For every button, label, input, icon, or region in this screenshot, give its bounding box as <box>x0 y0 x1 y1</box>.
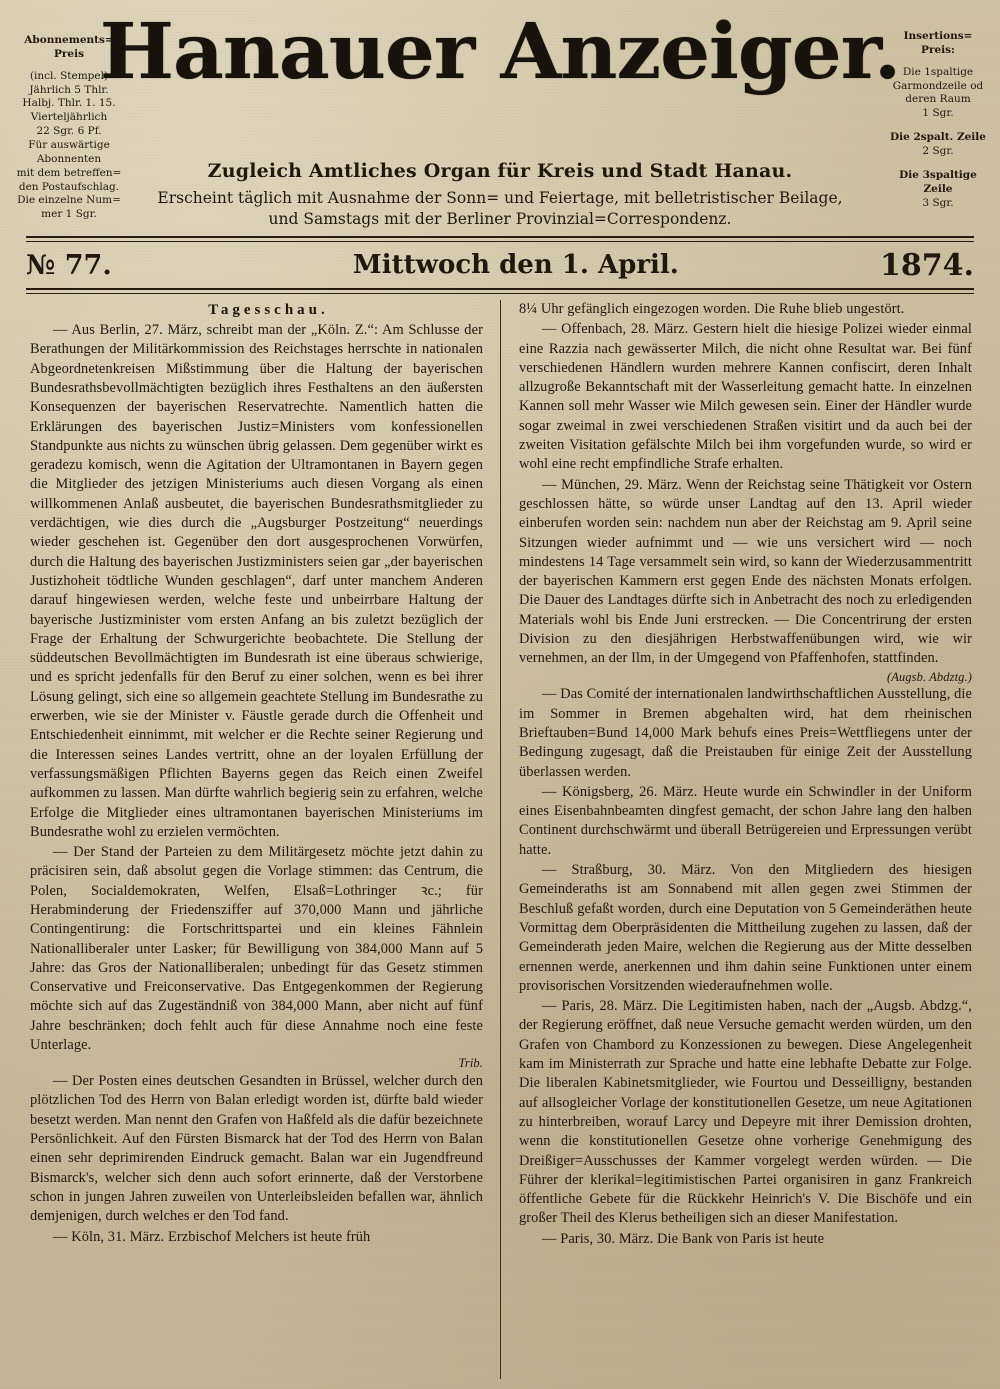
section-heading-tagesschau: Tagesschau. <box>208 302 329 318</box>
insertion-line-2: Garmondzeile od <box>892 79 984 92</box>
subscription-line-9: den Postaufschlag. <box>18 180 120 193</box>
issue-number: № 77. <box>26 249 112 281</box>
insertion-heading-2: Preis: <box>921 43 955 56</box>
masthead-publication-note <box>120 188 880 230</box>
masthead-divider-bottom <box>26 288 974 294</box>
article-columns <box>30 300 972 1379</box>
subscription-line-3: Halbj. Thlr. 1. 15. <box>22 97 116 110</box>
column-left <box>30 300 501 1379</box>
publication-note-line-2: und Samstags mit der Berliner Provinzial=Correspondenz. <box>268 209 732 228</box>
insertion-heading-1: Insertions= <box>903 30 973 42</box>
masthead <box>0 0 1000 232</box>
subscription-line-6: Für auswärtige <box>28 139 110 152</box>
article-paragraph: — Paris, 30. März. Die Bank von Paris ist heute <box>542 1230 825 1247</box>
insertion-line-3: deren Raum <box>905 93 971 106</box>
insertion-line-4: 1 Sgr. <box>922 107 954 120</box>
article-paragraph: — Der Stand der Parteien zu dem Militärgesetz möchte jetzt dahin zu präcisiren sein, daß absolut gegen die Vorlage stimmen: das Centrum, die Polen, Socialdemokraten, Welfen, Elsaß=Lothringer ꝛc.; für Herabminderung der Friedensziffer auf 370,000 Mann und jährliche Contingentirung: die Fortschrittspartei und ein kleines Fähnlein Nationalliberaler unter Lasker; für Bewilligung von 384,000 Mann auf 5 Jahre: das Gros der Nationalliberalen; unbedingt für das Gesetz stimmen Conservative und Freiconservative. Das Entgegenkommen der Regierung möchte sich auf das Zugeständniß von 384,000 Mann, aber nicht auf fünf Jahre beschränken; doch fehlt auch für diese Annahme noch eine feste Unterlage. <box>30 844 483 1054</box>
page-title: Hanauer Anzeiger. <box>99 7 901 97</box>
article-paragraph: — Offenbach, 28. März. Gestern hielt die hiesige Polizei wieder einmal eine Razzia nach gewässerter Milch, die nicht ohne Resultat war. Bei fünf verschiedenen Händlern wurden mehrere Kannen confiscirt, deren Inhalt allzugroße Bekanntschaft mit der Wasserleitung gemacht hatte. In einzelnen Kannen soll mehr Wasser wie Milch gewesen sein. Einer der Händler wurde sogar zweimal in zwei verschiedenen Straßen visitirt und da auch bei der zweiten Visitation gefälschte Milch bei ihm vorgefunden wurde, so wird er wohl eine recht empfindliche Strafe erhalten. <box>519 321 972 473</box>
article-paragraph: — München, 29. März. Wenn der Reichstag seine Thätigkeit vor Ostern geschlossen hätte, so würde unser Landtag auf den 13. April wieder einberufen worden sein: nachdem nun aber der Reichstag am 9. April seine Sitzungen wieder aufnimmt und — wie uns versichert wird — noch mindestens 14 Tage versammelt sein wird, so kann der Wiederzusammentritt der bayerischen Kammern erst gegen Ende des nächsten Monats erfolgen. Die Dauer des Landtages dürfte sich in Anbetracht des noch zu erledigenden Materials wohl bis Ende Juni erstrecken. — Die Concentrirung der ersten Division zu den diesjährigen Herbstwaffenübungen wird, wie wir vernehmen, an der Ilm, in der Umgegend von Pfaffenhofen, stattfinden. <box>519 476 972 667</box>
insertion-line-8: 3 Sgr. <box>922 196 954 209</box>
insertion-line-7: Die 3spaltige Zeile <box>899 168 977 195</box>
article-paragraph: — Paris, 28. März. Die Legitimisten haben, nach der „Augsb. Abdzg.“, der Regierung eröffnet, daß neue Versuche gemacht werden würden, um den Grafen von Chambord zu Konzessionen zu bewegen. Diese Angelegenheit kam im Ministerrath zur Sprache und hatte eine lebhafte Debatte zur Folge. Die liberalen Kabinetsmitglieder, wie Fourtou und Desseilligny, bestanden auf allsogleicher Vorlage der konstitutionellen Gesetze, um neue Agitationen zu hinterbreiben, worauf Larcy und Depeyre mit ihrer Demission drohten, wenn die konstitutionellen Gesetze ohne vorherige Genehmigung des Dreißiger=Ausschusses der Kammer vorgelegt werden würden. — Die Führer der klerikal=legitimistischen Partei organisiren in ganz Frankreich öffentliche Gebete für die Rückkehr Heinrich's V. Die Bischöfe und ein großer Theil des Klerus betheiligen sich an dieser Manifestation. <box>519 998 972 1227</box>
masthead-divider-top <box>26 236 974 242</box>
subscription-heading-2: Preis <box>53 47 84 60</box>
insertion-line-1: Die 1spaltige <box>902 65 974 78</box>
subscription-heading-1: Abonnements= <box>24 34 114 46</box>
subscription-line-4: Vierteljährlich <box>30 111 108 124</box>
subscription-line-8: mit dem betreffen= <box>16 166 122 179</box>
subscription-line-11: mer 1 Sgr. <box>41 208 97 221</box>
article-signature: (Augsb. Abdztg.) <box>886 669 972 684</box>
subscription-line-1: (incl. Stempel) <box>29 69 109 82</box>
article-paragraph: — Der Posten eines deutschen Gesandten in Brüssel, welcher durch den plötzlichen Tod des Herrn von Balan erledigt worden ist, dürfte bald wieder besetzt werden. Man nennt den Grafen von Haßfeld als die dafür bezeichnete Persönlichkeit. Auf den Fürsten Bismarck hat der Tod des Herrn von Balan einen sehr deprimirenden Eindruck gemacht. Balan war ein Jugendfreund Bismarck's, welcher sich denn auch sofort erinnerte, daß der Verstorbene schon in jungen Jahren zuweilen von Unterleibsleiden befallen war, ähnlich demjenigen, durch welches er den Tod fand. <box>30 1073 483 1225</box>
subscription-line-7: Abonnenten <box>36 152 102 165</box>
insertion-price-block <box>888 30 988 210</box>
article-signature: Trib. <box>458 1056 483 1071</box>
article-paragraph-continued: 8¼ Uhr gefänglich eingezogen worden. Die Ruhe blieb ungestört. <box>519 301 905 317</box>
article-paragraph: — Aus Berlin, 27. März, schreibt man der „Köln. Z.“: Am Schlusse der Berathungen der Militärkommission des Reichstages herrschte in nationalen Abgeordnetenkreisen Mißstimmung über die Haltung der bayerischen Bundesrathsbevollmächtigten bezüglich ihres Festhaltens an den äußersten Konsequenzen der bayerischen Reservatrechte. Namentlich hatten die Erklärungen des bayerischen Justiz=Ministers vom konfessionellen Standpunkte aus nichts zu wünschen übrig gelassen. Dem gegenüber wirkt es geradezu komisch, wenn die Agitation der Ultramontanen in Bayern gegen die Mitglieder des jetzigen Ministeriums auch diesen Vorgang als einen willkommenen Anlaß ausbeutet, die bayerischen Bundesrathsmitglieder zu verdächtigen, wie dies durch die „Augsburger Postzeitung“ neuerdings wieder geschehen ist. Gegenüber den dort ausgesprochenen Vorwürfen, durch die Haltung des bayerischen Justizministers seien gar „der bayerischen Justizhoheit tödtliche Wunden geschlagen“, darf unter manchem Anderen darauf hingewiesen werden, welche feste und unbeirrbare Haltung der bayerische Justizminister vom ersten Anfang an bis zuletzt bezüglich der Frage der Erhaltung der Schwurgerichte beobachtete. Die Stellung der süddeutschen Bevollmächtigten im Bundesrath ist eine überaus schwierige, und es spricht jedenfalls für den Beruf zu einer solchen, wenn es bei ihrer Lösung gelingt, sich eine so allgemein geachtete Stellung im Bundesrathe zu erwerben, wie sie der Minister v. Fäustle gerade durch die Offenheit und Entschiedenheit einnimmt, mit welcher er die Rechte seiner Regierung und die Interessen seines Landes vertritt, ohne an der loyalen Erfüllung der verfassungsmäßigen Pflichten Bayerns gegen das Reich einen Zweifel aufkommen zu lassen. Man dürfte wahrlich begierig sein zu erfahren, welche Erfolge die Mitglieder eines ultramontanen bayerischen Ministeriums im Bundesrathe wohl zu erzielen vermöchten. <box>30 322 483 840</box>
subscription-line-2: Jährlich 5 Thlr. <box>29 83 109 96</box>
column-right <box>501 300 972 1379</box>
article-paragraph: — Köln, 31. März. Erzbischof Melchers ist heute früh <box>53 1228 371 1245</box>
article-paragraph: — Königsberg, 26. März. Heute wurde ein Schwindler in der Uniform eines Eisenbahnbeamten dingfest gemacht, der schon Jahre lang den halben Continent durchschwärmt und überall Betrügereien und Erpressungen verübt hatte. <box>519 783 972 858</box>
article-paragraph: — Straßburg, 30. März. Von den Mitgliedern des hiesigen Gemeinderaths ist am Sonnabend mit allen gegen zwei Stimmen der Beschluß gefaßt worden, durch eine Deputation von 5 Gemeinderäthen heute Vormittag dem Oberpräsidenten die Mittheilung zugehen zu lassen, daß der Gemeinderath jeden Maire, welchen die Regierung aus der Mitte desselben ernennen werde, anerkennen und ihm dahin seine Funktionen unter einem provisorischen Vorsitzenden wiederaufnehmen wolle. <box>519 862 972 994</box>
subscription-line-10: Die einzelne Num= <box>17 194 121 207</box>
issue-line <box>26 244 974 286</box>
publication-note-line-1: Erscheint täglich mit Ausnahme der Sonn= und Feiertage, mit belletristischer Beilage, <box>157 189 843 207</box>
insertion-line-5: Die 2spalt. Zeile <box>890 131 986 144</box>
masthead-subtitle-official-organ: Zugleich Amtliches Organ für Kreis und Stadt Hanau. <box>207 160 793 182</box>
article-paragraph: — Das Comité der internationalen landwirthschaftlichen Ausstellung, die im Sommer in Bremen abgehalten wird, hat dem rheinischen Brieftauben=Bund 14,000 Mark behufs eines Preis=Wettfliegens unter der Bedingung zugesagt, daß die Preistauben für einige Zeit der Ausstellung überlassen werden. <box>519 686 972 780</box>
issue-date: Mittwoch den 1. April. <box>352 250 679 280</box>
subscription-line-5: 22 Sgr. 6 Pf. <box>36 125 102 138</box>
issue-year: 1874. <box>880 247 974 283</box>
insertion-line-6: 2 Sgr. <box>922 145 954 158</box>
